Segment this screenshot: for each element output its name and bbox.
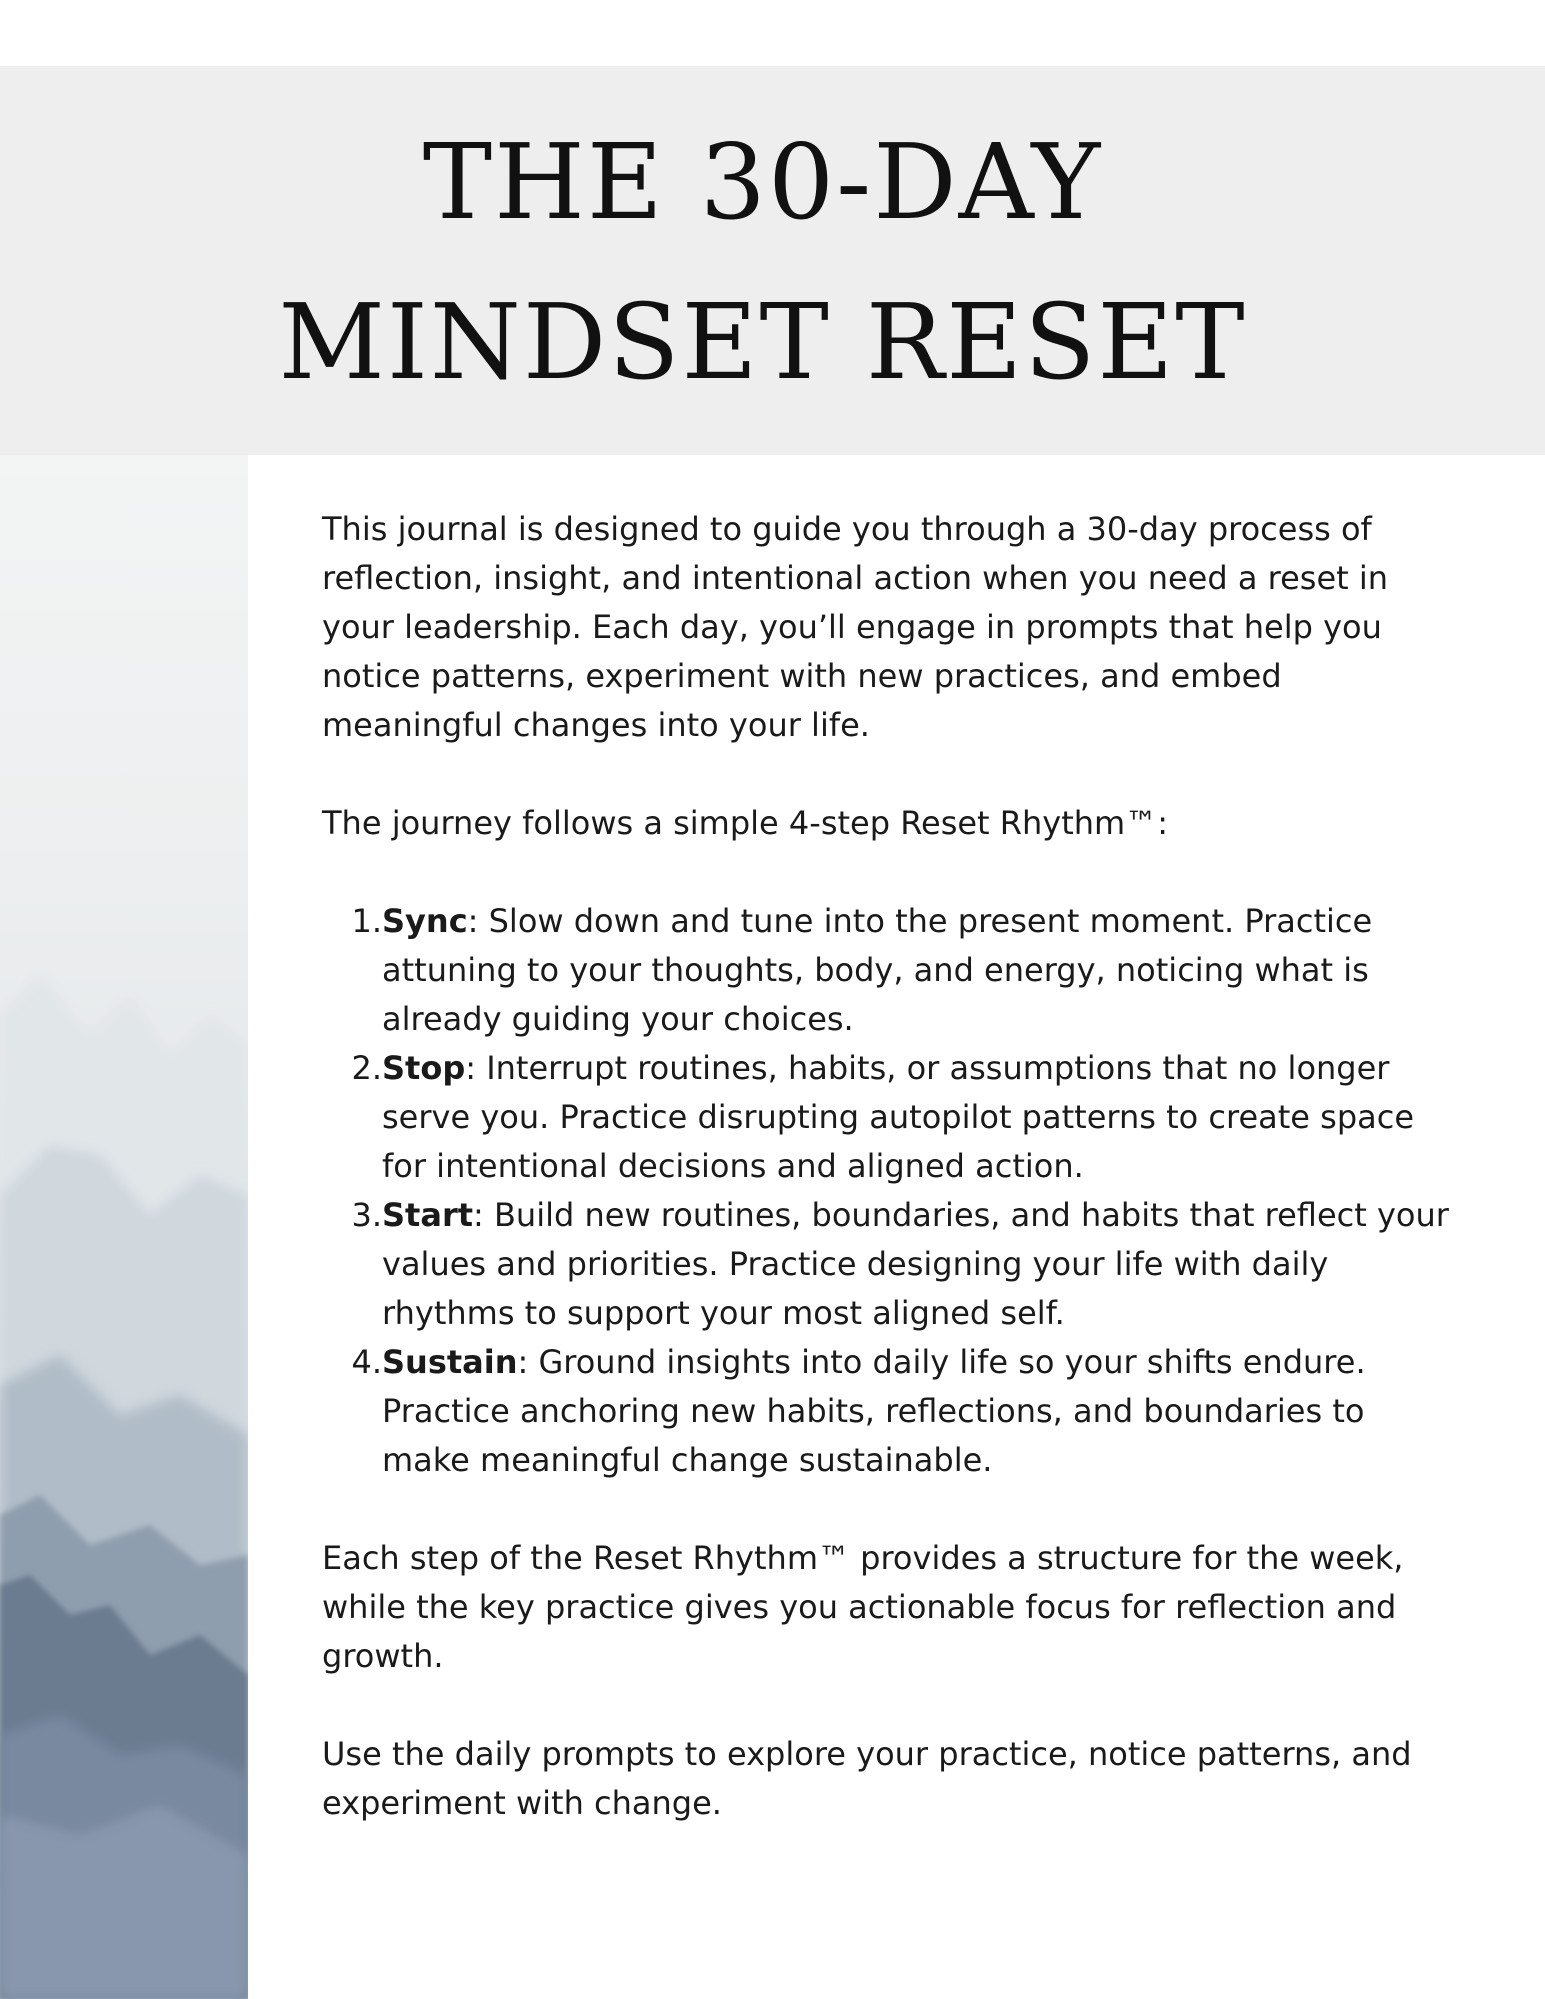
- step-term: Start: [382, 1196, 474, 1234]
- step-description: : Ground insights into daily life so your shifts endure. Practice anchoring new habits, reflections, and boundaries to make meaningful change sustainable.: [382, 1343, 1366, 1479]
- step-item-stop: [322, 1044, 1462, 1191]
- step-description: : Slow down and tune into the present moment. Practice attuning to your thoughts, body, and energy, noticing what is already guiding your choices.: [382, 902, 1373, 1038]
- body-content: [322, 505, 1462, 1877]
- step-number: 1.: [351, 902, 382, 940]
- step-term: Sync: [382, 902, 468, 940]
- structure-paragraph: Each step of the Reset Rhythm™ provides a structure for the week, while the key practice gives you actionable focus for reflection and growth.: [322, 1539, 1404, 1675]
- reset-rhythm-steps-list: [322, 897, 1462, 1485]
- page-title-line-1: THE 30-DAY: [422, 121, 1103, 243]
- step-description: : Interrupt routines, habits, or assumptions that no longer serve you. Practice disrupting autopilot patterns to create space for intentional decisions and aligned action.: [382, 1049, 1415, 1185]
- step-number: 4.: [351, 1343, 382, 1381]
- intro-paragraph: This journal is designed to guide you through a 30-day process of reflection, insight, and intentional action when you need a reset in your leadership. Each day, you’ll engage in prompts that help you notice patterns, experiment with new practices, and embed meaningful changes into your life.: [322, 510, 1389, 744]
- watercolor-mountains-image: [0, 455, 248, 1999]
- step-item-start: [322, 1191, 1462, 1338]
- closing-paragraph: Use the daily prompts to explore your practice, notice patterns, and experiment with change.: [322, 1735, 1412, 1822]
- step-number: 2.: [351, 1049, 382, 1087]
- step-description: : Build new routines, boundaries, and habits that reflect your values and priorities. Practice designing your life with daily rhythms to support your most aligned self.: [382, 1196, 1449, 1332]
- step-number: 3.: [351, 1196, 382, 1234]
- lead-in-paragraph: The journey follows a simple 4-step Reset Rhythm™:: [322, 804, 1168, 842]
- step-term: Stop: [382, 1049, 466, 1087]
- watercolor-side-art: [0, 455, 248, 1999]
- step-item-sustain: [322, 1338, 1462, 1485]
- step-item-sync: [322, 897, 1462, 1044]
- page-title-line-2: MINDSET RESET: [278, 281, 1247, 403]
- step-term: Sustain: [382, 1343, 518, 1381]
